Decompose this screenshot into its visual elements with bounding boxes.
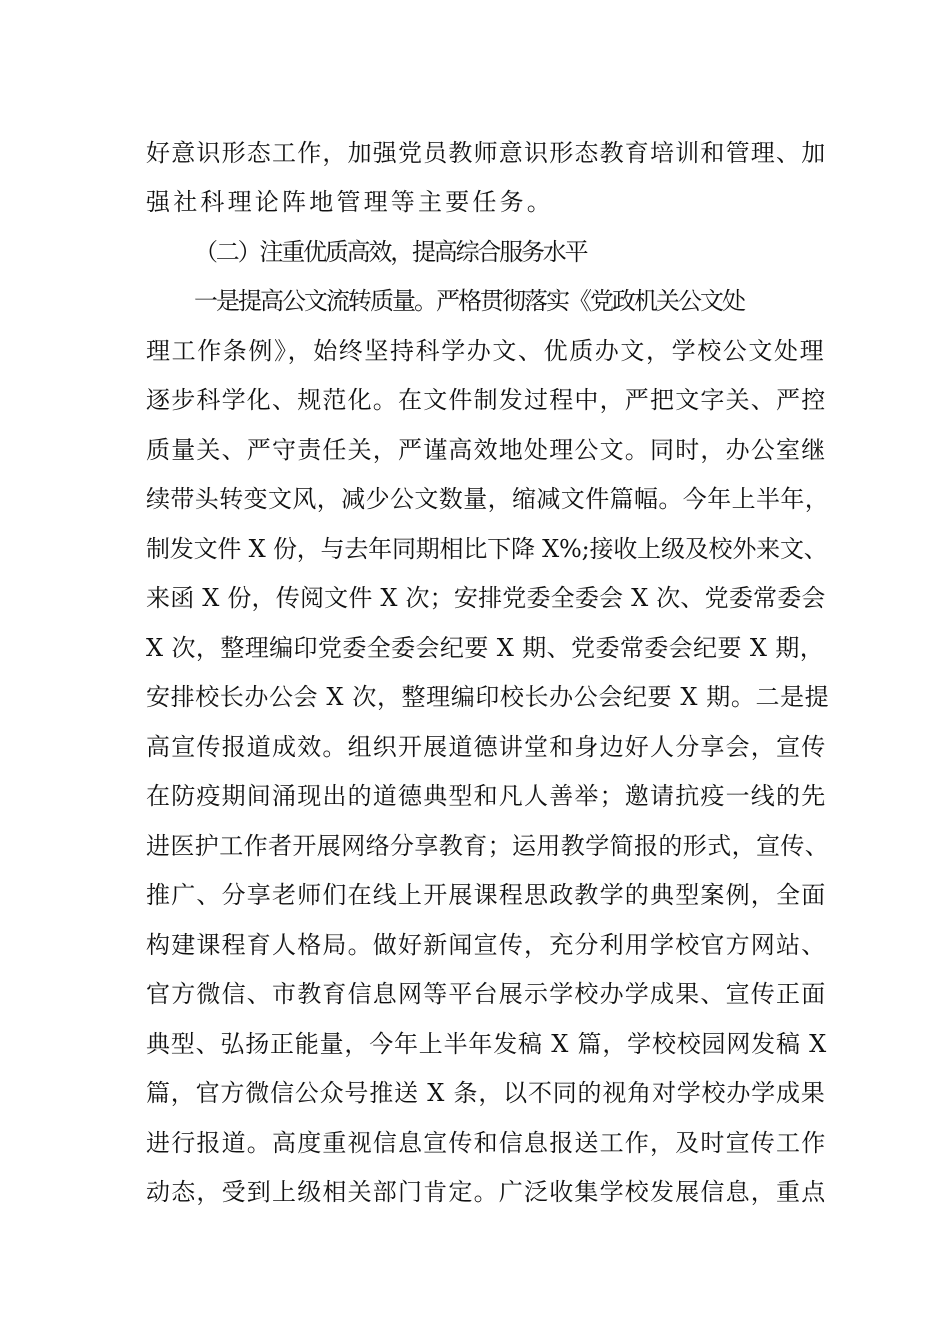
section-heading: （二）注重优质高效，提高综合服务水平 <box>194 238 587 266</box>
text-line-5: 理工作条例》，始终坚持科学办文、优质办文，学校公文处理 <box>146 337 826 365</box>
text-line-12: 安排校长办公会 X 次，整理编印校长办公会纪要 X 期。二是提 <box>146 683 830 711</box>
text-line-10: 来函 X 份，传阅文件 X 次；安排党委全委会 X 次、党委常委会 <box>146 584 826 612</box>
text-line-14: 在防疫期间涌现出的道德典型和凡人善举；邀请抗疫一线的先 <box>146 782 827 810</box>
text-line-11: X 次，整理编印党委全委会纪要 X 期、党委常委会纪要 X 期， <box>146 634 825 662</box>
text-line-8: 续带头转变文风，减少公文数量，缩减文件篇幅。今年上半年， <box>146 485 830 513</box>
text-line-15: 进医护工作者开展网络分享教育；运用教学简报的形式，宣传、 <box>146 832 830 860</box>
text-line-9: 制发文件 X 份，与去年同期相比下降 X%;接收上级及校外来文、 <box>146 535 828 563</box>
text-line-19: 典型、弘扬正能量，今年上半年发稿 X 篇，学校校园网发稿 X <box>146 1030 828 1058</box>
paragraph-start-line: 一是提高公文流转质量。严格贯彻落实《党政机关公文处 <box>194 287 744 315</box>
text-line-20: 篇，官方微信公众号推送 X 条，以不同的视角对学校办学成果 <box>146 1079 826 1107</box>
text-line-1: 好意识形态工作，加强党员教师意识形态教育培训和管理、加 <box>146 139 827 167</box>
text-line-2: 强社科理论阵地管理等主要任务。 <box>146 188 554 216</box>
text-line-16: 推广、分享老师们在线上开展课程思政教学的典型案例，全面 <box>146 881 827 909</box>
text-line-7: 质量关、严守责任关，严谨高效地处理公文。同时，办公室继 <box>146 436 827 464</box>
text-line-17: 构建课程育人格局。做好新闻宣传，充分利用学校官方网站、 <box>146 931 827 959</box>
text-line-18: 官方微信、市教育信息网等平台展示学校办学成果、宣传正面 <box>146 980 827 1008</box>
text-line-22: 动态，受到上级相关部门肯定。广泛收集学校发展信息，重点 <box>146 1178 827 1206</box>
text-line-6: 逐步科学化、规范化。在文件制发过程中，严把文字关、严控 <box>146 386 827 414</box>
text-line-21: 进行报道。高度重视信息宣传和信息报送工作，及时宣传工作 <box>146 1129 827 1157</box>
text-line-13: 高宣传报道成效。组织开展道德讲堂和身边好人分享会，宣传 <box>146 733 827 761</box>
